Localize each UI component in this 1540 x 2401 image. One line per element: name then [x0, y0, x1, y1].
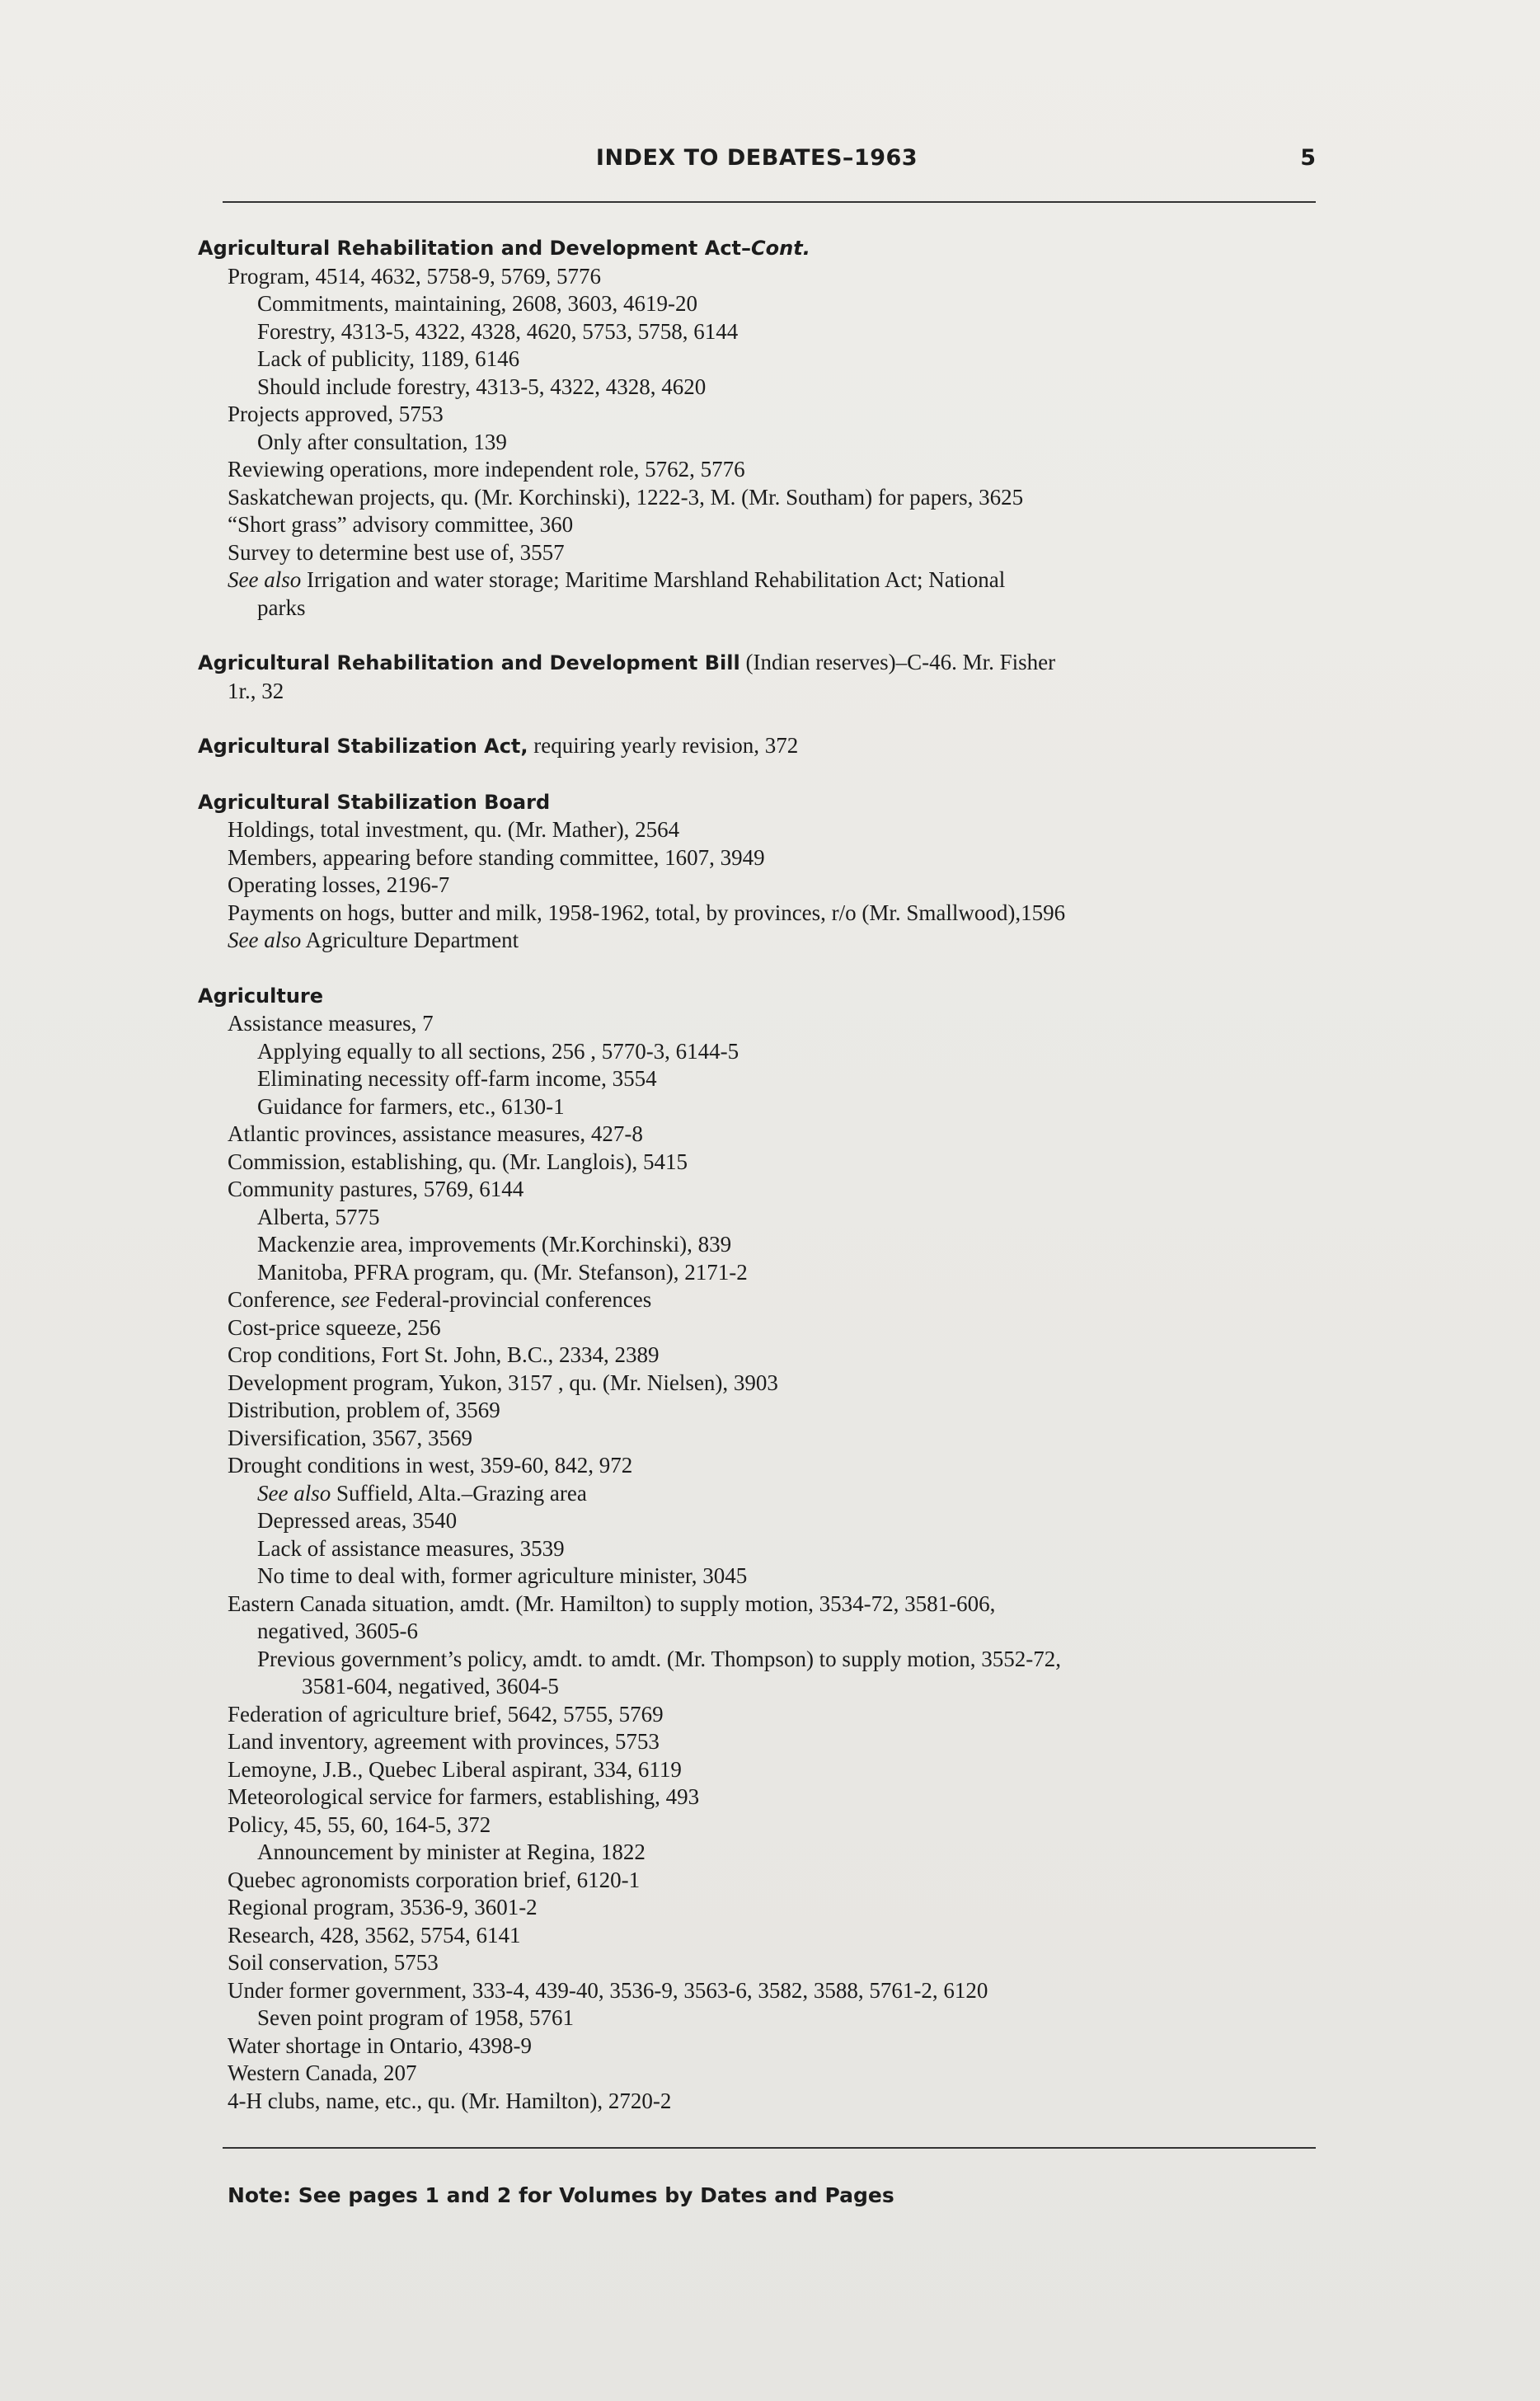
index-subentry — [198, 1673, 1352, 1701]
subentry-text: Lack of assistance measures, 3539 — [257, 1535, 565, 1561]
subentry-text: Lemoyne, J.B., Quebec Liberal aspirant, 334, 6119 — [228, 1756, 682, 1782]
index-subentry — [198, 1231, 1352, 1259]
subentry-text: Forestry, 4313-5, 4322, 4328, 4620, 5753, 5758, 6144 — [257, 318, 739, 344]
index-subentry — [198, 1010, 1352, 1038]
index-subentry — [198, 1977, 1352, 2005]
subentry-text: Only after consultation, 139 — [257, 429, 507, 454]
subentry-text: Cost-price squeeze, 256 — [228, 1314, 441, 1340]
subentry-text: Reviewing operations, more independent role, 5762, 5776 — [228, 457, 745, 482]
index-content — [198, 234, 1352, 2115]
index-subentry — [198, 1176, 1352, 1204]
subentry-text: Land inventory, agreement with provinces, 5753 — [228, 1729, 660, 1754]
footer-note: Note: See pages 1 and 2 for Volumes by Dates and Pages — [228, 2183, 894, 2207]
index-heading-line — [198, 982, 1352, 1011]
subentry-text: 4-H clubs, name, etc., qu. (Mr. Hamilton), 2720-2 — [228, 2088, 672, 2113]
index-subentry — [198, 1618, 1352, 1646]
index-subentry — [198, 1783, 1352, 1811]
index-subentry — [198, 1397, 1352, 1425]
see-also-label: See also — [228, 928, 302, 952]
index-subentry — [198, 539, 1352, 567]
index-subentry — [198, 345, 1352, 374]
index-subentry — [198, 678, 1352, 706]
index-subentry — [198, 1314, 1352, 1342]
see-label: see — [340, 1287, 370, 1312]
index-subentry — [198, 2032, 1352, 2060]
index-subentry — [198, 1535, 1352, 1563]
subentry-text: Quebec agronomists corporation brief, 6120-1 — [228, 1867, 641, 1892]
subentry-text: 3581-604, negatived, 3604-5 — [302, 1674, 559, 1699]
index-subentry — [198, 263, 1352, 291]
index-subentry — [198, 816, 1352, 844]
index-subentry — [198, 1562, 1352, 1590]
subentry-text: Federation of agriculture brief, 5642, 5755, 5769 — [228, 1701, 664, 1727]
subentry-text: Atlantic provinces, assistance measures, 427-8 — [228, 1121, 643, 1146]
index-subentry — [198, 290, 1352, 318]
index-subentry — [198, 1949, 1352, 1977]
subentry-text: Alberta, 5775 — [257, 1204, 380, 1229]
index-subentry — [198, 1038, 1352, 1066]
footer-rule — [223, 2147, 1316, 2149]
index-subentry — [198, 844, 1352, 872]
entry-gap — [198, 622, 1352, 649]
subentry-text: Projects approved, 5753 — [228, 402, 444, 426]
index-subentry — [198, 566, 1352, 594]
index-subentry — [198, 1590, 1352, 1619]
subentry-text: Applying equally to all sections, 256 , 5770-3, 6144-5 — [257, 1038, 739, 1064]
index-subentry — [198, 401, 1352, 429]
heading-tail: requiring yearly revision, 372 — [528, 733, 799, 758]
subentry-text: Depressed areas, 3540 — [257, 1508, 458, 1533]
subentry-text: Irrigation and water storage; Maritime Marshland Rehabilitation Act; National — [301, 567, 1006, 592]
index-subentry — [198, 1867, 1352, 1895]
subentry-text: Suffield, Alta.–Grazing area — [331, 1480, 587, 1506]
subentry-text: Soil conservation, 5753 — [228, 1950, 439, 1975]
index-subentry — [198, 374, 1352, 402]
index-subentry — [198, 1839, 1352, 1867]
index-subentry — [198, 1894, 1352, 1922]
index-heading-line — [198, 788, 1352, 817]
page-number: 5 — [1300, 145, 1316, 171]
index-heading: Agricultural Stabilization Act, — [198, 735, 528, 758]
subentry-text: Operating losses, 2196-7 — [228, 872, 450, 897]
index-subentry — [198, 1507, 1352, 1535]
subentry-text: Research, 428, 3562, 5754, 6141 — [228, 1922, 521, 1948]
index-subentry — [198, 1149, 1352, 1177]
heading-continued: Cont. — [751, 237, 810, 260]
page-title: INDEX TO DEBATES–1963 — [595, 145, 918, 171]
entry-gap — [198, 705, 1352, 732]
index-heading-line — [198, 234, 1352, 263]
index-subentry — [198, 2004, 1352, 2032]
subentry-text: Meteorological service for farmers, establishing, 493 — [228, 1784, 700, 1809]
subentry-text: Announcement by minister at Regina, 1822 — [257, 1840, 646, 1864]
subentry-text: Eastern Canada situation, amdt. (Mr. Hamilton) to supply motion, 3534-72, 3581-606, — [228, 1590, 996, 1616]
subentry-text: Regional program, 3536-9, 3601-2 — [228, 1895, 538, 1919]
index-subentry — [198, 1480, 1352, 1508]
index-subentry — [198, 927, 1352, 955]
index-subentry — [198, 1093, 1352, 1121]
subentry-text: Commitments, maintaining, 2608, 3603, 4619-20 — [257, 291, 697, 316]
subentry-text: Distribution, problem of, 3569 — [228, 1398, 500, 1422]
index-subentry — [198, 1259, 1352, 1287]
index-subentry — [198, 1204, 1352, 1232]
index-subentry — [198, 1922, 1352, 1950]
subentry-text: Should include forestry, 4313-5, 4322, 4328, 4620 — [257, 374, 707, 399]
index-subentry — [198, 594, 1352, 623]
index-subentry — [198, 1341, 1352, 1370]
subentry-text: Seven point program of 1958, 5761 — [257, 2005, 574, 2030]
entry-gap — [198, 955, 1352, 982]
subentry-text: Policy, 45, 55, 60, 164-5, 372 — [228, 1811, 491, 1837]
index-heading: Agricultural Stabilization Board — [198, 790, 551, 814]
header-rule — [223, 201, 1316, 203]
subentry-text: Federal-provincial conferences — [369, 1287, 652, 1312]
index-heading: Agricultural Rehabilitation and Development Bill — [198, 651, 740, 674]
index-subentry — [198, 1121, 1352, 1149]
index-subentry — [198, 484, 1352, 512]
index-heading: Agriculture — [198, 984, 324, 1008]
index-subentry — [198, 900, 1352, 928]
index-subentry — [198, 1065, 1352, 1093]
heading-tail: (Indian reserves)–C-46. Mr. Fisher — [739, 650, 1056, 674]
subentry-text: Guidance for farmers, etc., 6130-1 — [257, 1093, 565, 1119]
index-subentry — [198, 1811, 1352, 1840]
subentry-text: Previous government’s policy, amdt. to amdt. (Mr. Thompson) to supply motion, 3552-72, — [257, 1646, 1061, 1671]
page-header — [198, 145, 1316, 188]
subentry-text: Survey to determine best use of, 3557 — [228, 539, 565, 565]
subentry-text: negatived, 3605-6 — [257, 1619, 418, 1643]
subentry-text: Western Canada, 207 — [228, 2060, 417, 2085]
see-also-label: See also — [257, 1480, 331, 1506]
subentry-text: No time to deal with, former agriculture minister, 3045 — [257, 1563, 748, 1588]
index-subentry — [198, 1370, 1352, 1398]
subentry-text: Under former government, 333-4, 439-40, 3536-9, 3563-6, 3582, 3588, 5761-2, 6120 — [228, 1977, 988, 2003]
subentry-text: Assistance measures, 7 — [228, 1011, 434, 1036]
index-heading-line — [198, 732, 1352, 761]
index-subentry — [198, 1646, 1352, 1674]
subentry-text: Conference, — [228, 1287, 341, 1312]
index-subentry — [198, 2088, 1352, 2116]
subentry-text: Water shortage in Ontario, 4398-9 — [228, 2032, 532, 2058]
subentry-text: Diversification, 3567, 3569 — [228, 1425, 472, 1450]
see-also-label: See also — [228, 567, 302, 592]
entry-gap — [198, 761, 1352, 788]
subentry-text: 1r., 32 — [228, 678, 284, 703]
index-subentry — [198, 511, 1352, 539]
subentry-text: Eliminating necessity off-farm income, 3554 — [257, 1066, 657, 1091]
subentry-text: Saskatchewan projects, qu. (Mr. Korchinski), 1222-3, M. (Mr. Southam) for papers, 3625 — [228, 484, 1024, 510]
subentry-text: Lack of publicity, 1189, 6146 — [257, 346, 520, 371]
subentry-text: Manitoba, PFRA program, qu. (Mr. Stefanson), 2171-2 — [257, 1259, 748, 1285]
index-subentry — [198, 1286, 1352, 1314]
subentry-text: “Short grass” advisory committee, 360 — [228, 512, 574, 537]
subentry-text: Agriculture Department — [301, 928, 519, 952]
subentry-text: Community pastures, 5769, 6144 — [228, 1177, 524, 1201]
subentry-text: Crop conditions, Fort St. John, B.C., 2334, 2389 — [228, 1342, 660, 1367]
index-subentry — [198, 1425, 1352, 1453]
index-subentry — [198, 1452, 1352, 1480]
index-subentry — [198, 1756, 1352, 1784]
index-subentry — [198, 872, 1352, 900]
index-subentry — [198, 2060, 1352, 2088]
subentry-text: Holdings, total investment, qu. (Mr. Mather), 2564 — [228, 817, 680, 842]
index-subentry — [198, 1728, 1352, 1756]
index-subentry — [198, 1701, 1352, 1729]
index-heading: Agricultural Rehabilitation and Development Act–Cont. — [198, 237, 810, 260]
subentry-text: Development program, Yukon, 3157 , qu. (Mr. Nielsen), 3903 — [228, 1370, 778, 1395]
subentry-text: Program, 4514, 4632, 5758-9, 5769, 5776 — [228, 263, 601, 289]
subentry-text: Payments on hogs, butter and milk, 1958-1962, total, by provinces, r/o (Mr. Smallwood),1596 — [228, 900, 1066, 925]
subentry-text: Drought conditions in west, 359-60, 842, 972 — [228, 1453, 633, 1478]
subentry-text: Commission, establishing, qu. (Mr. Langlois), 5415 — [228, 1149, 688, 1174]
subentry-text: parks — [257, 594, 306, 620]
index-subentry — [198, 318, 1352, 346]
index-subentry — [198, 429, 1352, 457]
index-heading-line — [198, 649, 1352, 678]
subentry-text: Mackenzie area, improvements (Mr.Korchinski), 839 — [257, 1232, 732, 1257]
subentry-text: Members, appearing before standing committee, 1607, 3949 — [228, 844, 765, 870]
index-subentry — [198, 456, 1352, 484]
